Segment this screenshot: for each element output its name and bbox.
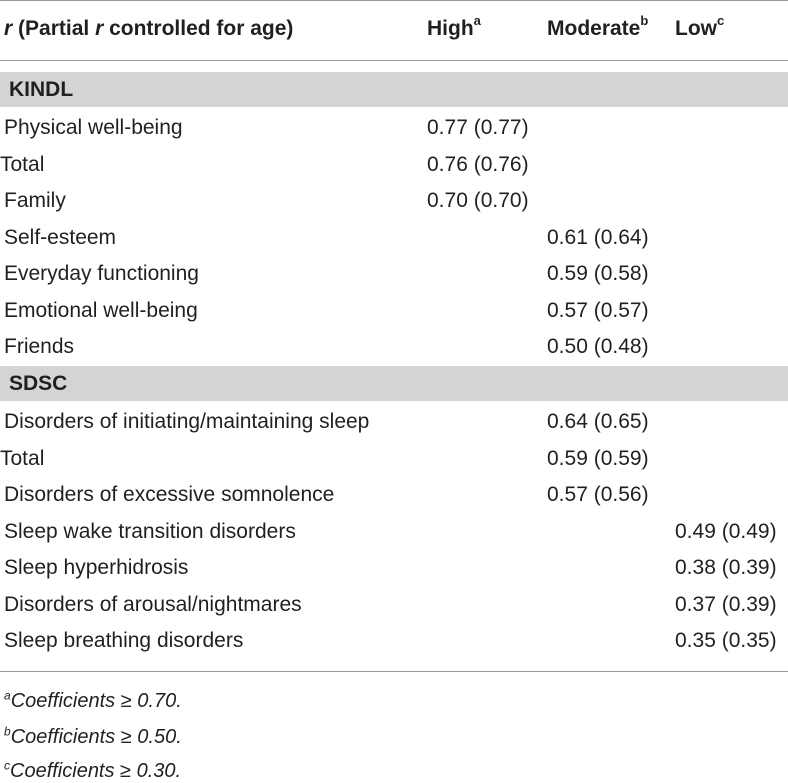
r-label-pre: (Partial (18, 17, 96, 40)
value-high: 0.70 (0.70) (427, 189, 529, 212)
r-symbol-2: r (95, 17, 104, 40)
section-title: KINDL (9, 78, 74, 101)
row-label: Friends (4, 335, 75, 358)
row-label: Sleep hyperhidrosis (4, 556, 189, 579)
row-label: Disorders of initiating/maintaining sleep (4, 410, 370, 433)
value-low: 0.35 (0.35) (675, 629, 777, 652)
row-label: Physical well-being (4, 116, 183, 139)
section-header-sdsc (0, 366, 788, 401)
table-row (0, 183, 788, 219)
table-row (0, 441, 788, 477)
top-rule (0, 0, 788, 1)
header-low (675, 13, 725, 41)
footnote-c (4, 760, 181, 783)
footnote-mark: c (4, 758, 10, 773)
table-row (0, 329, 788, 365)
value-moderate: 0.50 (0.48) (547, 335, 649, 358)
footnote-mark: b (4, 724, 11, 739)
section-title: SDSC (9, 372, 68, 395)
row-label: Sleep breathing disorders (4, 629, 244, 652)
row-label: Self-esteem (4, 226, 117, 249)
header-high (427, 13, 481, 41)
footnote-b (4, 726, 182, 749)
value-moderate: 0.64 (0.65) (547, 410, 649, 433)
row-label: Sleep wake transition disorders (4, 520, 296, 543)
table-row (0, 477, 788, 513)
table-row (0, 147, 788, 183)
header-moderate (547, 13, 649, 41)
header-high-text: High (427, 17, 474, 40)
header-moderate-sup: b (640, 13, 649, 28)
row-label: Disorders of excessive somnolence (4, 483, 335, 506)
table-row (0, 587, 788, 623)
row-label: Total (0, 153, 45, 176)
row-label: Family (4, 189, 66, 212)
header-rule (0, 60, 788, 61)
value-low: 0.49 (0.49) (675, 520, 777, 543)
table-row (0, 293, 788, 329)
table-row (0, 404, 788, 440)
value-moderate: 0.57 (0.56) (547, 483, 649, 506)
r-symbol: r (4, 17, 13, 40)
header-moderate-text: Moderate (547, 17, 641, 40)
table-row (0, 623, 788, 659)
footnote-text: Coefficients ≥ 0.30. (10, 760, 182, 782)
footnote-mark: a (4, 688, 11, 703)
r-label-post: controlled for age) (103, 17, 294, 40)
table-row (0, 514, 788, 550)
value-moderate: 0.57 (0.57) (547, 299, 649, 322)
value-high: 0.77 (0.77) (427, 116, 529, 139)
header-low-text: Low (675, 17, 717, 40)
header-high-sup: a (473, 13, 481, 28)
header-r-label (4, 17, 293, 41)
table-row (0, 110, 788, 146)
footnote-text: Coefficients ≥ 0.50. (10, 726, 182, 748)
bottom-rule (0, 671, 788, 672)
value-moderate: 0.59 (0.58) (547, 262, 649, 285)
row-label: Disorders of arousal/nightmares (4, 593, 302, 616)
row-label: Emotional well-being (4, 299, 198, 322)
table-row (0, 220, 788, 256)
value-high: 0.76 (0.76) (427, 153, 529, 176)
footnote-text: Coefficients ≥ 0.70. (10, 690, 182, 712)
row-label: Total (0, 447, 45, 470)
value-moderate: 0.61 (0.64) (547, 226, 649, 249)
header-low-sup: c (717, 13, 725, 28)
row-label: Everyday functioning (4, 262, 199, 285)
footnote-a (4, 690, 182, 713)
value-low: 0.38 (0.39) (675, 556, 777, 579)
value-low: 0.37 (0.39) (675, 593, 777, 616)
section-header-kindl (0, 72, 788, 107)
value-moderate: 0.59 (0.59) (547, 447, 649, 470)
table-row (0, 550, 788, 586)
table-row (0, 256, 788, 292)
